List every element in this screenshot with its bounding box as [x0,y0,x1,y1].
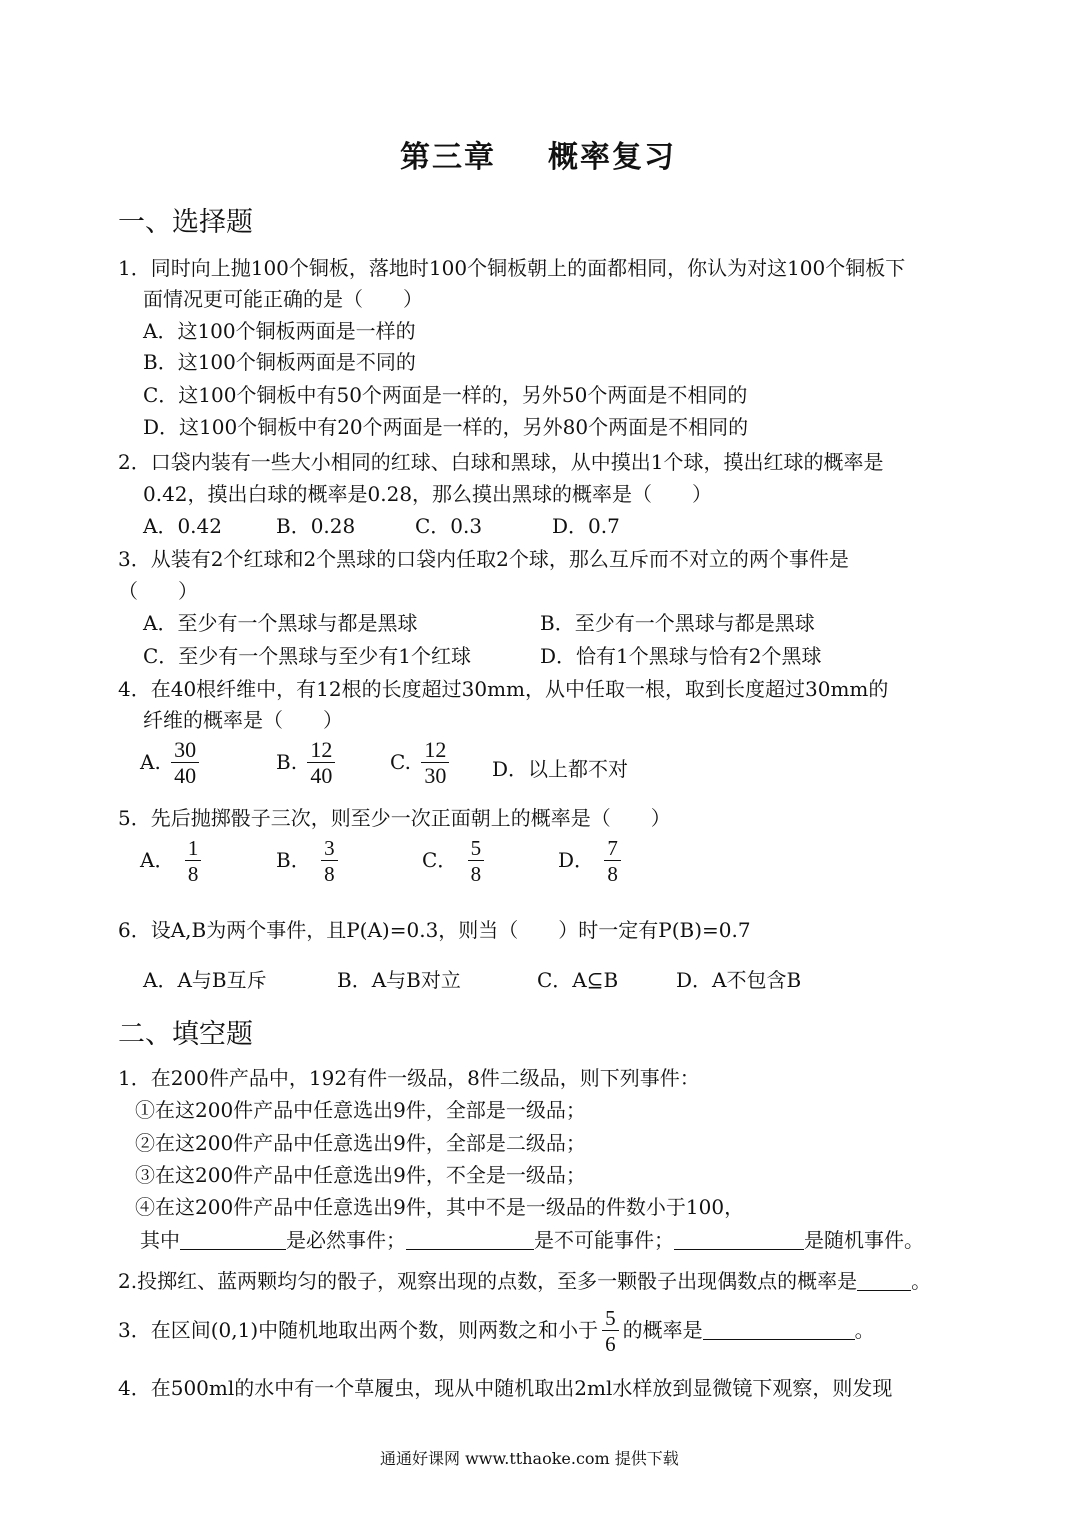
q6-option-c: C．A⊆B [537,968,619,992]
q1-option-a: A．这100个铜板两面是一样的 [143,319,416,343]
f1-blank-impossible[interactable] [406,1227,534,1250]
fraction-numerator: 7 [604,836,621,861]
fraction-denominator: 8 [324,862,335,886]
chapter-topic: 概率复习 [548,140,676,175]
q4-option-a-label: A. [140,750,161,774]
f3-fraction [602,1306,619,1357]
f2-stem: 2.投掷红、蓝两颗均匀的骰子，观察出现的点数，至多一颗骰子出现偶数点的概率是 [118,1269,858,1293]
q3-option-d: D．恰有1个黑球与恰有2个黑球 [540,644,822,668]
f1-answer-impossible: 是不可能事件； [534,1228,674,1252]
f3-stem-pre: 3．在区间(0,1)中随机地取出两个数，则两数之和小于 [118,1318,599,1342]
q5-option-a-label: A． [140,848,175,872]
q3-stem-line2: （ ） [118,579,198,603]
f1-blank-certain[interactable] [180,1227,286,1250]
chapter-label: 第三章 [400,140,496,175]
q1-option-c: C．这100个铜板中有50个两面是一样的，另外50个两面是不相同的 [143,383,748,407]
q6-option-b: B．A与B对立 [337,968,461,992]
q5-option-c-label: C． [422,848,458,872]
q5-option-a [140,836,205,887]
f1-answer-prefix: 其中 [140,1228,180,1252]
fraction-denominator: 30 [424,763,447,788]
q5-option-b-fraction [321,836,338,887]
q4-option-b [276,738,339,789]
fraction-numerator: 30 [171,738,199,763]
fraction-denominator: 40 [174,763,197,788]
q6-option-a: A．A与B互斥 [143,968,267,992]
q1-option-b: B．这100个铜板两面是不同的 [143,350,416,374]
f1-answer-line [140,1227,924,1253]
section-heading-fill: 二、填空题 [118,1019,253,1050]
q3-stem-line1: 3．从装有2个红球和2个黑球的口袋内任取2个球，那么互斥而不对立的两个事件是 [118,547,849,571]
q5-option-c-fraction [468,836,485,887]
fraction-denominator: 6 [605,1332,616,1356]
q1-option-d: D．这100个铜板中有20个两面是一样的，另外80个两面是不相同的 [143,415,749,439]
q5-option-d-label: D． [558,848,595,872]
f1-blank-random[interactable] [674,1227,804,1250]
fraction-numerator: 12 [307,738,335,763]
q5-option-a-fraction [185,836,202,887]
f1-answer-random: 是随机事件。 [804,1228,924,1252]
f4-stem-line1: 4．在500ml的水中有一个草履虫，现从中随机取出2ml水样放到显微镜下观察，则发现 [118,1376,893,1400]
q4-option-c-label: C. [390,750,411,774]
q6-option-d: D．A不包含B [676,968,802,992]
f1-stem-line1: 1．在200件产品中，192有件一级品，8件二级品，则下列事件： [118,1066,700,1090]
fraction-numerator: 5 [468,836,485,861]
q1-stem-line1: 1．同时向上抛100个铜板，落地时100个铜板朝上的面都相同，你认为对这100个铜板下 [118,256,906,280]
q5-option-d [558,836,625,887]
q5-stem-line1: 5．先后抛掷骰子三次，则至少一次正面朝上的概率是（ ） [118,806,671,830]
q4-option-a [140,738,203,789]
page-title [400,132,676,176]
f1-answer-certain: 是必然事件； [286,1228,406,1252]
q5-option-d-fraction [604,836,621,887]
q3-option-b: B．至少有一个黑球与都是黑球 [540,611,815,635]
q4-option-c-fraction [421,738,449,789]
fraction-numerator: 3 [321,836,338,861]
q2-option-a: A．0.42 [143,514,222,538]
q5-option-c [422,836,488,887]
fraction-denominator: 8 [187,862,199,886]
q2-stem-line2: 0.42，摸出白球的概率是0.28，那么摸出黑球的概率是（ ） [143,482,713,506]
f3-end: 。 [854,1318,875,1342]
f1-item-4: ④在这200件产品中任意选出9件，其中不是一级品的件数小于100， [135,1195,745,1219]
f1-item-1: ①在这200件产品中任意选出9件，全部是一级品； [135,1098,586,1122]
f3-stem-post: 的概率是 [622,1318,703,1342]
fraction-numerator: 12 [421,738,449,763]
fraction-denominator: 40 [310,763,333,788]
f2-blank[interactable] [857,1268,911,1291]
q5-option-b [276,836,342,887]
f2-end: 。 [911,1269,932,1293]
q3-option-c: C．至少有一个黑球与至少有1个红球 [143,644,472,668]
f3-blank[interactable] [703,1317,855,1340]
q2-option-b: B．0.28 [276,514,356,538]
q4-stem-line2: 纤维的概率是（ ） [143,708,343,732]
q2-option-d: D．0.7 [552,514,620,538]
fraction-numerator: 5 [602,1306,619,1331]
q5-option-b-label: B． [276,848,311,872]
page-footer: 通通好课网 www.tthaoke.com 提供下载 [380,1449,679,1468]
fraction-denominator: 8 [607,862,618,886]
fraction-numerator: 1 [185,836,202,861]
q6-stem-line1: 6．设A,B为两个事件，且P(A)=0.3，则当（ ）时一定有P(B)=0.7 [118,918,751,942]
q2-option-c: C．0.3 [415,514,483,538]
section-heading-choice: 一、选择题 [118,207,253,238]
f3-line [118,1306,875,1357]
q4-option-b-fraction [307,738,335,789]
q3-option-a: A．至少有一个黑球与都是黑球 [143,611,418,635]
q4-option-d: D．以上都不对 [492,757,629,781]
q4-option-c [390,738,453,789]
q4-option-b-label: B. [276,750,298,774]
q2-stem-line1: 2．口袋内装有一些大小相同的红球、白球和黑球，从中摸出1个球，摸出红球的概率是 [118,450,884,474]
f1-item-3: ③在这200件产品中任意选出9件，不全是一级品； [135,1163,586,1187]
fraction-denominator: 8 [470,862,482,886]
q4-option-a-fraction [171,738,199,789]
f1-item-2: ②在这200件产品中任意选出9件，全部是二级品； [135,1131,586,1155]
f2-line [118,1268,931,1294]
q4-stem-line1: 4．在40根纤维中，有12根的长度超过30mm，从中任取一根，取到长度超过30mm的 [118,677,889,701]
q1-stem-line2: 面情况更可能正确的是（ ） [143,287,423,311]
